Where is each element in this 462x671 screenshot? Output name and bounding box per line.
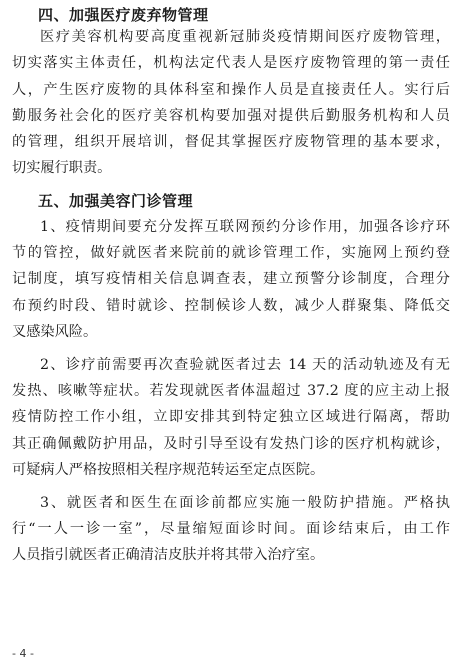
section5-para3-line-3: 人员指引就医者正确清洁皮肤并将其带入治疗室。: [12, 547, 325, 563]
section4-line-2: 切实落实主体责任，机构法定代表人是医疗废物管理的第一责任: [12, 55, 450, 71]
section5-para1-line-5: 叉感染风险。: [12, 324, 98, 340]
section4-line-6: 切实履行职责。: [12, 160, 112, 176]
section5-para2-line-2: 发热、咳嗽等症状。若发现就医者体温超过 37.2 度的应主动上报: [12, 383, 450, 399]
section5-para1-line-1: 1、疫情期间要充分发挥互联网预约分诊作用，加强各诊疗环: [40, 219, 450, 235]
section4-line-1: 医疗美容机构要高度重视新冠肺炎疫情期间医疗废物管理，: [40, 29, 450, 45]
section4-line-5: 的管理，组织开展培训，督促其掌握医疗废物管理的基本要求，: [12, 134, 450, 150]
section5-para1-line-2: 节的管控，做好就医者来院前的就诊管理工作，实施网上预约登: [12, 245, 450, 261]
section-heading-4: 四、加强医疗废弃物管理: [38, 6, 209, 24]
section5-para2-line-4: 其正确佩戴防护用品，及时引导至设有发热门诊的医疗机构就诊，: [12, 436, 450, 452]
section5-para2-line-1: 2、诊疗前需要再次查验就医者过去 14 天的活动轨迹及有无: [40, 357, 450, 373]
section4-line-3: 人，产生医疗废物的具体科室和操作人员是直接责任人。实行后: [12, 82, 450, 98]
section-heading-5: 五、加强美容门诊管理: [38, 192, 194, 210]
section4-line-4: 勤服务社会化的医疗美容机构要加强对提供后勤服务机构和人员: [12, 108, 450, 124]
section5-para1-line-4: 布预约时段、错时就诊、控制候诊人数，减少人群聚集、降低交: [12, 298, 450, 314]
section5-para2-line-3: 疫情防控工作小组，立即安排其到特定独立区域进行隔离，帮助: [12, 409, 450, 425]
section5-para3-line-2: 行“一人一诊一室”，尽量缩短面诊时间。面诊结束后，由工作: [12, 521, 450, 537]
section5-para1-line-3: 记制度，填写疫情相关信息调查表，建立预警分诊制度，合理分: [12, 271, 450, 287]
section5-para2-line-5: 可疑病人严格按照相关程序规范转运至定点医院。: [12, 462, 325, 478]
page-number: - 4 -: [12, 647, 34, 660]
section5-para3-line-1: 3、就医者和医生在面诊前都应实施一般防护措施。严格执: [40, 495, 450, 511]
